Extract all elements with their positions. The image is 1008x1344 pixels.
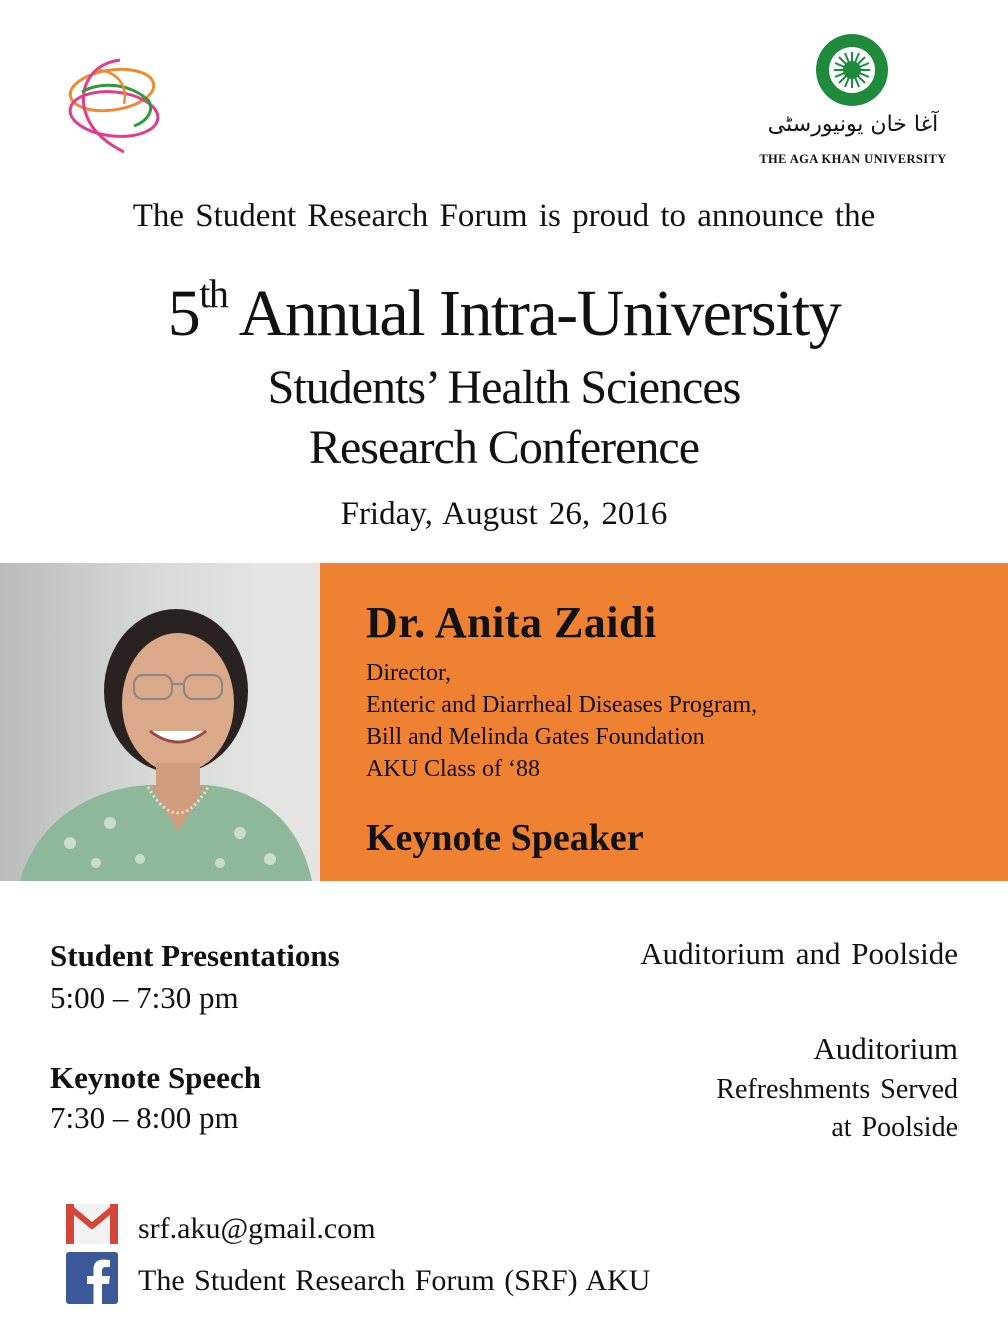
keynote-label: Keynote Speech: [50, 1060, 261, 1095]
event-date: Friday, August 26, 2016: [340, 496, 668, 532]
contact-facebook[interactable]: The Student Research Forum (SRF) AKU: [138, 1264, 651, 1297]
title-annual: Annual Intra-University: [238, 277, 841, 350]
title-line-1: [0, 270, 1008, 352]
refreshments-line-2: at Poolside: [831, 1112, 958, 1143]
keynote-venue: Auditorium: [813, 1031, 958, 1066]
speaker-name: Dr. Anita Zaidi: [366, 598, 657, 647]
refreshments-line-1: Refreshments Served: [716, 1074, 958, 1105]
aku-logo: [748, 28, 958, 173]
ordinal-suffix: th: [199, 271, 228, 316]
speaker-detail-line: Bill and Melinda Gates Foundation: [366, 724, 705, 750]
presentations-venue: Auditorium and Poolside: [640, 936, 958, 971]
presentations-time: 5:00 – 7:30 pm: [50, 980, 239, 1015]
contact-email[interactable]: srf.aku@gmail.com: [138, 1212, 376, 1245]
speaker-detail-line: Enteric and Diarrheal Diseases Program,: [366, 692, 758, 718]
title-lines: [0, 358, 1008, 478]
title-line-2: Students’ Health Sciences: [267, 361, 741, 414]
speaker-detail-line: Director,: [366, 660, 451, 686]
speaker-role: Keynote Speaker: [366, 817, 644, 859]
keynote-time: 7:30 – 8:00 pm: [50, 1100, 239, 1135]
intro-text: The Student Research Forum is proud to announce the: [132, 198, 876, 234]
aku-emblem-icon: [814, 32, 890, 108]
aku-urdu-name: آغا خان یونیورسٹی: [767, 112, 939, 137]
presentations-label: Student Presentations: [50, 938, 340, 973]
ordinal-number: 5: [167, 277, 200, 350]
title-line-3: Research Conference: [308, 421, 700, 474]
gmail-icon: [66, 1204, 118, 1244]
srf-logo: [58, 52, 168, 162]
speaker-detail-line: AKU Class of ‘88: [366, 756, 540, 782]
aku-name: THE AGA KHAN UNIVERSITY: [759, 152, 947, 166]
facebook-icon: [66, 1252, 118, 1304]
speaker-photo: [0, 563, 320, 881]
